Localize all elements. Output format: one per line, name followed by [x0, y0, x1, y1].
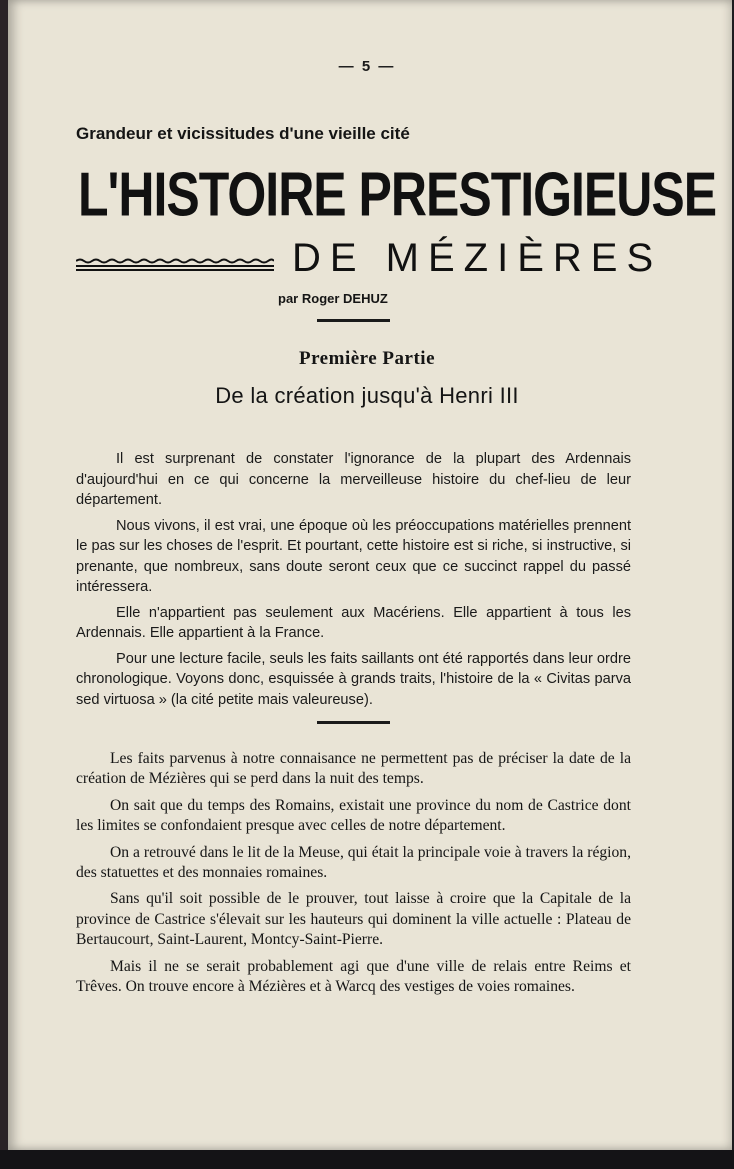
- intro-paragraph: Il est surprenant de constater l'ignorance de la plupart des Ardennais d'aujourd'hui en ce qui concerne la merveilleuse histoire du chef-lieu de leur département.: [76, 451, 631, 508]
- article-subtitle: DE MÉZIÈRES: [292, 236, 663, 280]
- byline: [278, 291, 388, 306]
- part-label: Première Partie: [298, 348, 436, 369]
- body-paragraph: On a retrouvé dans le lit de la Meuse, qui était la principale voie à travers la région, des statuettes et des monnaies romaines.: [76, 843, 631, 882]
- page-bottom-edge: [0, 1150, 734, 1169]
- intro-paragraph: Pour une lecture facile, seuls les faits saillants ont été rapportés dans leur ordre chronologique. Voyons donc, esquissée à grands traits, l'histoire de la « Civitas parva sed virtuosa » (la cité petite mais valeureuse).: [76, 650, 631, 708]
- intro-section: [76, 449, 631, 715]
- intro-paragraph: Elle n'appartient pas seulement aux Macériens. Elle appartient à tous les Ardennais. Elle appartient à la France.: [76, 604, 631, 641]
- body-section: [76, 749, 631, 1003]
- byline-author-last: DEHUZ: [343, 291, 388, 306]
- body-paragraph: Sans qu'il soit possible de le prouver, tout laisse à croire que la Capitale de la province de Castrice s'élevait sur les hauteurs qui dominent la ville actuelle : Plateau de Bertaucourt, Saint-Laurent, Montcy-Saint-Pierre.: [76, 890, 631, 949]
- body-paragraph: On sait que du temps des Romains, existait une province du nom de Castrice dont les limites se confondaient presque avec celles de notre département.: [76, 796, 631, 835]
- wavy-rule-decoration: [76, 258, 274, 272]
- byline-divider: [317, 319, 390, 322]
- body-paragraph: Les faits parvenus à notre connaisance ne permettent pas de préciser la date de la création de Mézières qui se perd dans la nuit des temps.: [76, 750, 631, 788]
- byline-author-first: Roger: [301, 291, 340, 306]
- byline-prefix: par: [278, 291, 299, 306]
- part-title: De la création jusqu'à Henri III: [215, 383, 519, 408]
- article-kicker: Grandeur et vicissitudes d'une vieille cité: [76, 124, 410, 143]
- body-paragraph: Mais il ne se serait probablement agi que d'une ville de relais entre Reims et Trêves. On trouve encore à Mézières et à Warcq des vestiges de voies romaines.: [76, 957, 631, 996]
- intro-paragraph: Nous vivons, il est vrai, une époque où les préoccupations matérielles prennent le pas sur les choses de l'esprit. Et pourtant, cette histoire est si riche, si instructive, si prenante, que nombreux, sans doute seront ceux que ce succinct rappel du passé intéressera.: [76, 517, 631, 595]
- page-number: — 5 —: [338, 58, 396, 75]
- section-divider: [317, 721, 390, 724]
- article-title: L'HISTOIRE PRESTIGIEUSE: [78, 159, 717, 230]
- book-spine: [0, 0, 8, 1169]
